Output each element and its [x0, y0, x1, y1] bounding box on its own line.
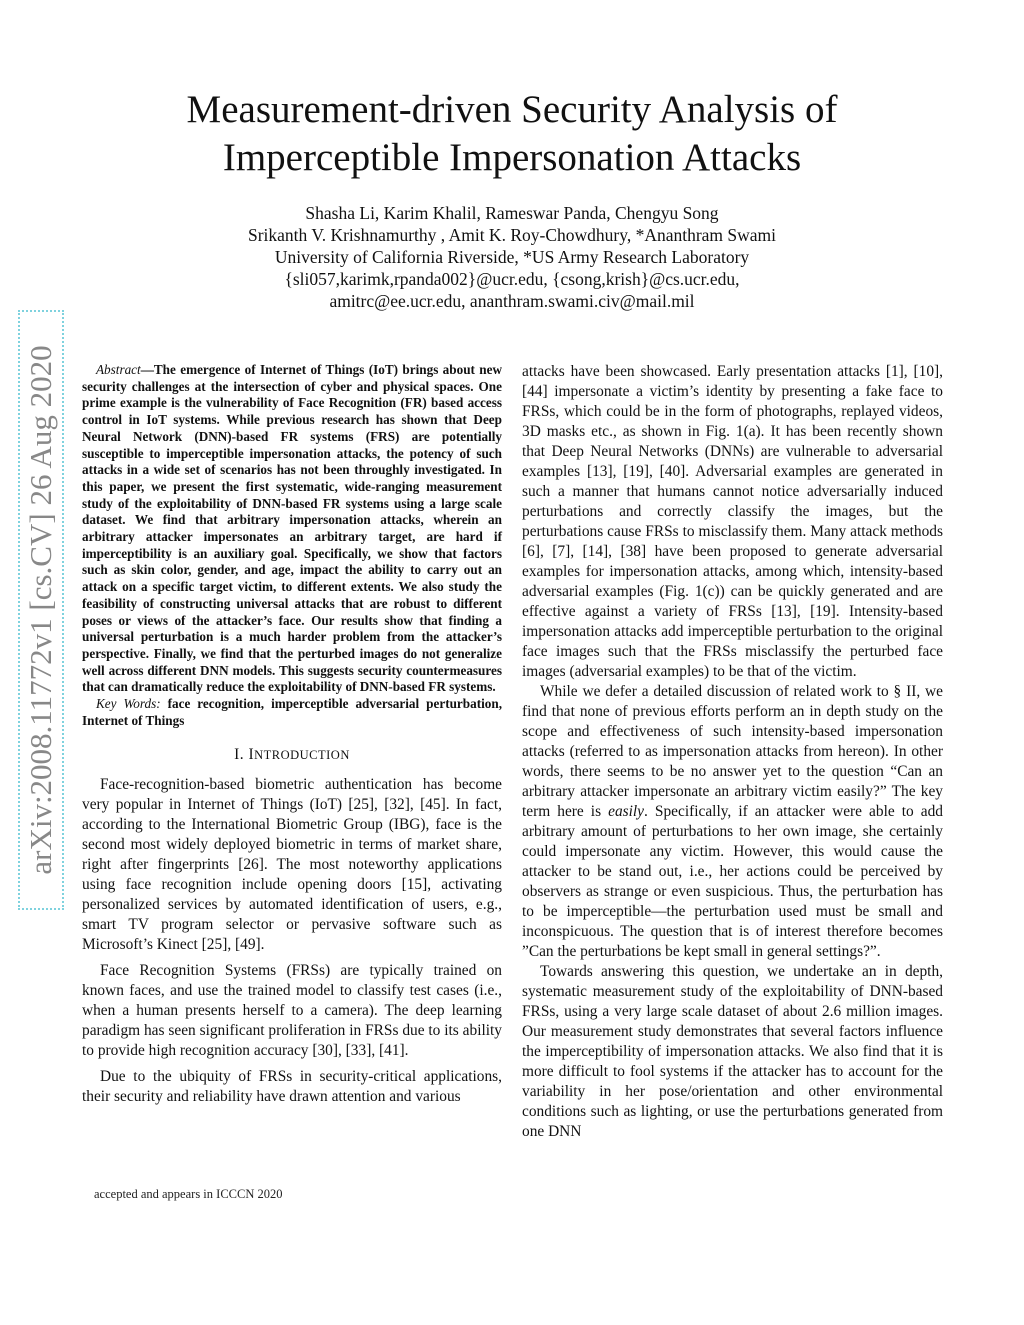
right-paragraph-2-part-b: . Specifically, if an attacker were able to add arbitrary amount of perturbations to her own image, she certainly could impersonate any victim. However, this would cause the attacker to be stand out, i.e., her actions could be perceived by observers as strange or even suspicious. Thus, the perturbation has to be imperceptible—the perturbation used must be small and inconspicuous. The question that is of interest therefore becomes ”Can the perturbations be kept small in general settings?”. [522, 803, 943, 960]
right-paragraph-3: Towards answering this question, we undertake an in depth, systematic measurement study of the exploitability of DNN-based FRSs, using a very large scale dataset of about 2.6 million images. Our measurement study demonstrates that several factors influence the imperceptibility of impersonation attacks. We also find that it is more difficult to fool systems if the attacker has to account for the variability in her pose/orientation and other environmental conditions such as lighting, or use the perturbations generated from one DNN [522, 963, 943, 1140]
abstract-label: Abstract [96, 362, 141, 377]
section-initial: I [248, 746, 255, 764]
right-column [522, 362, 943, 1142]
keywords-label: Key Words: [96, 696, 161, 712]
paper-title-line-2: Imperceptible Impersonation Attacks [222, 136, 802, 179]
section-numeral: I. [234, 746, 249, 764]
section-heading-introduction [82, 745, 502, 765]
section-title-smallcaps: NTRODUCTION [254, 748, 350, 763]
author-emails-line-2: amitrc@ee.ucr.edu, ananthram.swami.civ@mail.mil [329, 291, 695, 311]
abstract-paragraph [82, 362, 502, 696]
arxiv-identifier[interactable]: arXiv:2008.11772v1 [cs.CV] 26 Aug 2020 [23, 345, 58, 875]
author-names-line-2: Srikanth V. Krishnamurthy , Amit K. Roy-Chowdhury, *Ananthram Swami [247, 225, 777, 245]
author-affiliations: University of California Riverside, *US Army Research Laboratory [274, 247, 750, 267]
keywords-text: face recognition, imperceptible adversarial perturbation, Internet of Things [82, 696, 502, 728]
author-emails-line-1: {sli057,karimk,rpanda002}@ucr.edu, {csong,krish}@cs.ucr.edu, [284, 269, 740, 289]
paper-title-line-1: Measurement-driven Security Analysis of [186, 88, 838, 131]
right-paragraph-2 [522, 682, 943, 962]
intro-paragraph-2: Face Recognition Systems (FRSs) are typically trained on known faces, and use the trained model to classify test cases (i.e., when a human presents herself to a camera). The deep learning paradigm has seen significant proliferation in FRSs due to its ability to provide high recognition accuracy [30], [33], [41]. [82, 962, 502, 1060]
intro-paragraph-3: Due to the ubiquity of FRSs in security-critical applications, their security and reliability have drawn attention and various [82, 1068, 502, 1106]
abstract [82, 362, 502, 696]
keywords [82, 696, 502, 729]
left-column [82, 362, 502, 1107]
footnote: accepted and appears in ICCCN 2020 [94, 1187, 283, 1201]
intro-paragraph-1: Face-recognition-based biometric authentication has become very popular in Internet of Things (IoT) [25], [32], [45]. In fact, according to the International Biometric Group (IBG), face is the second most widely deployed biometric in terms of market share, right after fingerprints [26]. The most noteworthy applications using face recognition include opening doors [15], activating personalized services by automated identification of users, e.g., smart TV program selector or pervasive software such as Microsoft’s Kinect [25], [49]. [82, 776, 502, 954]
right-paragraph-2-part-a: While we defer a detailed discussion of related work to § II, we find that none of previous efforts perform an in depth study on the scope and effectiveness of such intensity-based impersonation attacks (referred to as impersonation attacks from hereon). In other words, there seems to be no answer yet to the question “Can an arbitrary attacker impersonate an arbitrary victim easily?” The key term here is [522, 683, 943, 820]
author-names-line-1: Shasha Li, Karim Khalil, Rameswar Panda, Chengyu Song [305, 203, 719, 223]
right-paragraph-1: attacks have been showcased. Early presentation attacks [1], [10], [44] impersonate a victim’s identity by presenting a fake face to FRSs, which could be in the form of photographs, replayed videos, 3D masks etc., as shown in Fig. 1(a). It has been recently shown that Deep Neural Networks (DNNs) are vulnerable to adversarial examples [13], [19], [40]. Adversarial examples are generated in such a manner that humans cannot notice adversarially induced perturbations and correctly classify the images, but the perturbations cause FRSs to misclassify them. Many attack methods [6], [7], [14], [38] have been proposed to generate adversarial examples for impersonation attacks, among which, intensity-based adversarial examples (Fig. 1(c)) can be quickly generated and are effective against a variety of FRSs [13], [19]. Intensity-based impersonation attacks add imperceptible perturbation to the original face images such that the FRSs misclassify the perturbed face images (adversarial examples) to be that of the victim. [522, 363, 943, 680]
abstract-text: —The emergence of Internet of Things (IoT) brings about new security challenges at the intersection of cyber and physical spaces. One prime example is the vulnerability of Face Recognition (FR) based access control in IoT systems. While previous research has shown that Deep Neural Network (DNN)-based FR systems (FRS) are potentially susceptible to imperceptible impersonation attacks, the potency of such attacks in a wide set of scenarios has not been throughly investigated. In this paper, we present the first systematic, wide-ranging measurement study of the exploitability of DNN-based FR systems using a large scale dataset. We find that arbitrary impersonation attacks, wherein an arbitrary attacker impersonates an arbitrary target, are hard if imperceptibility is an auxiliary goal. Specifically, we show that factors such as skin color, gender, and age, impact the ability to carry out an attack on a specific target victim, to different extents. We also study the feasibility of constructing universal attacks that are robust to different poses or views of the attacker’s face. Our results show that finding a universal perturbation is a much harder problem from the attacker’s perspective. Finally, we find that the perturbed images do not generalize well across different DNN models. This suggests security countermeasures that can dramatically reduce the exploitability of DNN-based FR systems. [82, 362, 502, 695]
emphasis-easily: easily [608, 803, 645, 820]
